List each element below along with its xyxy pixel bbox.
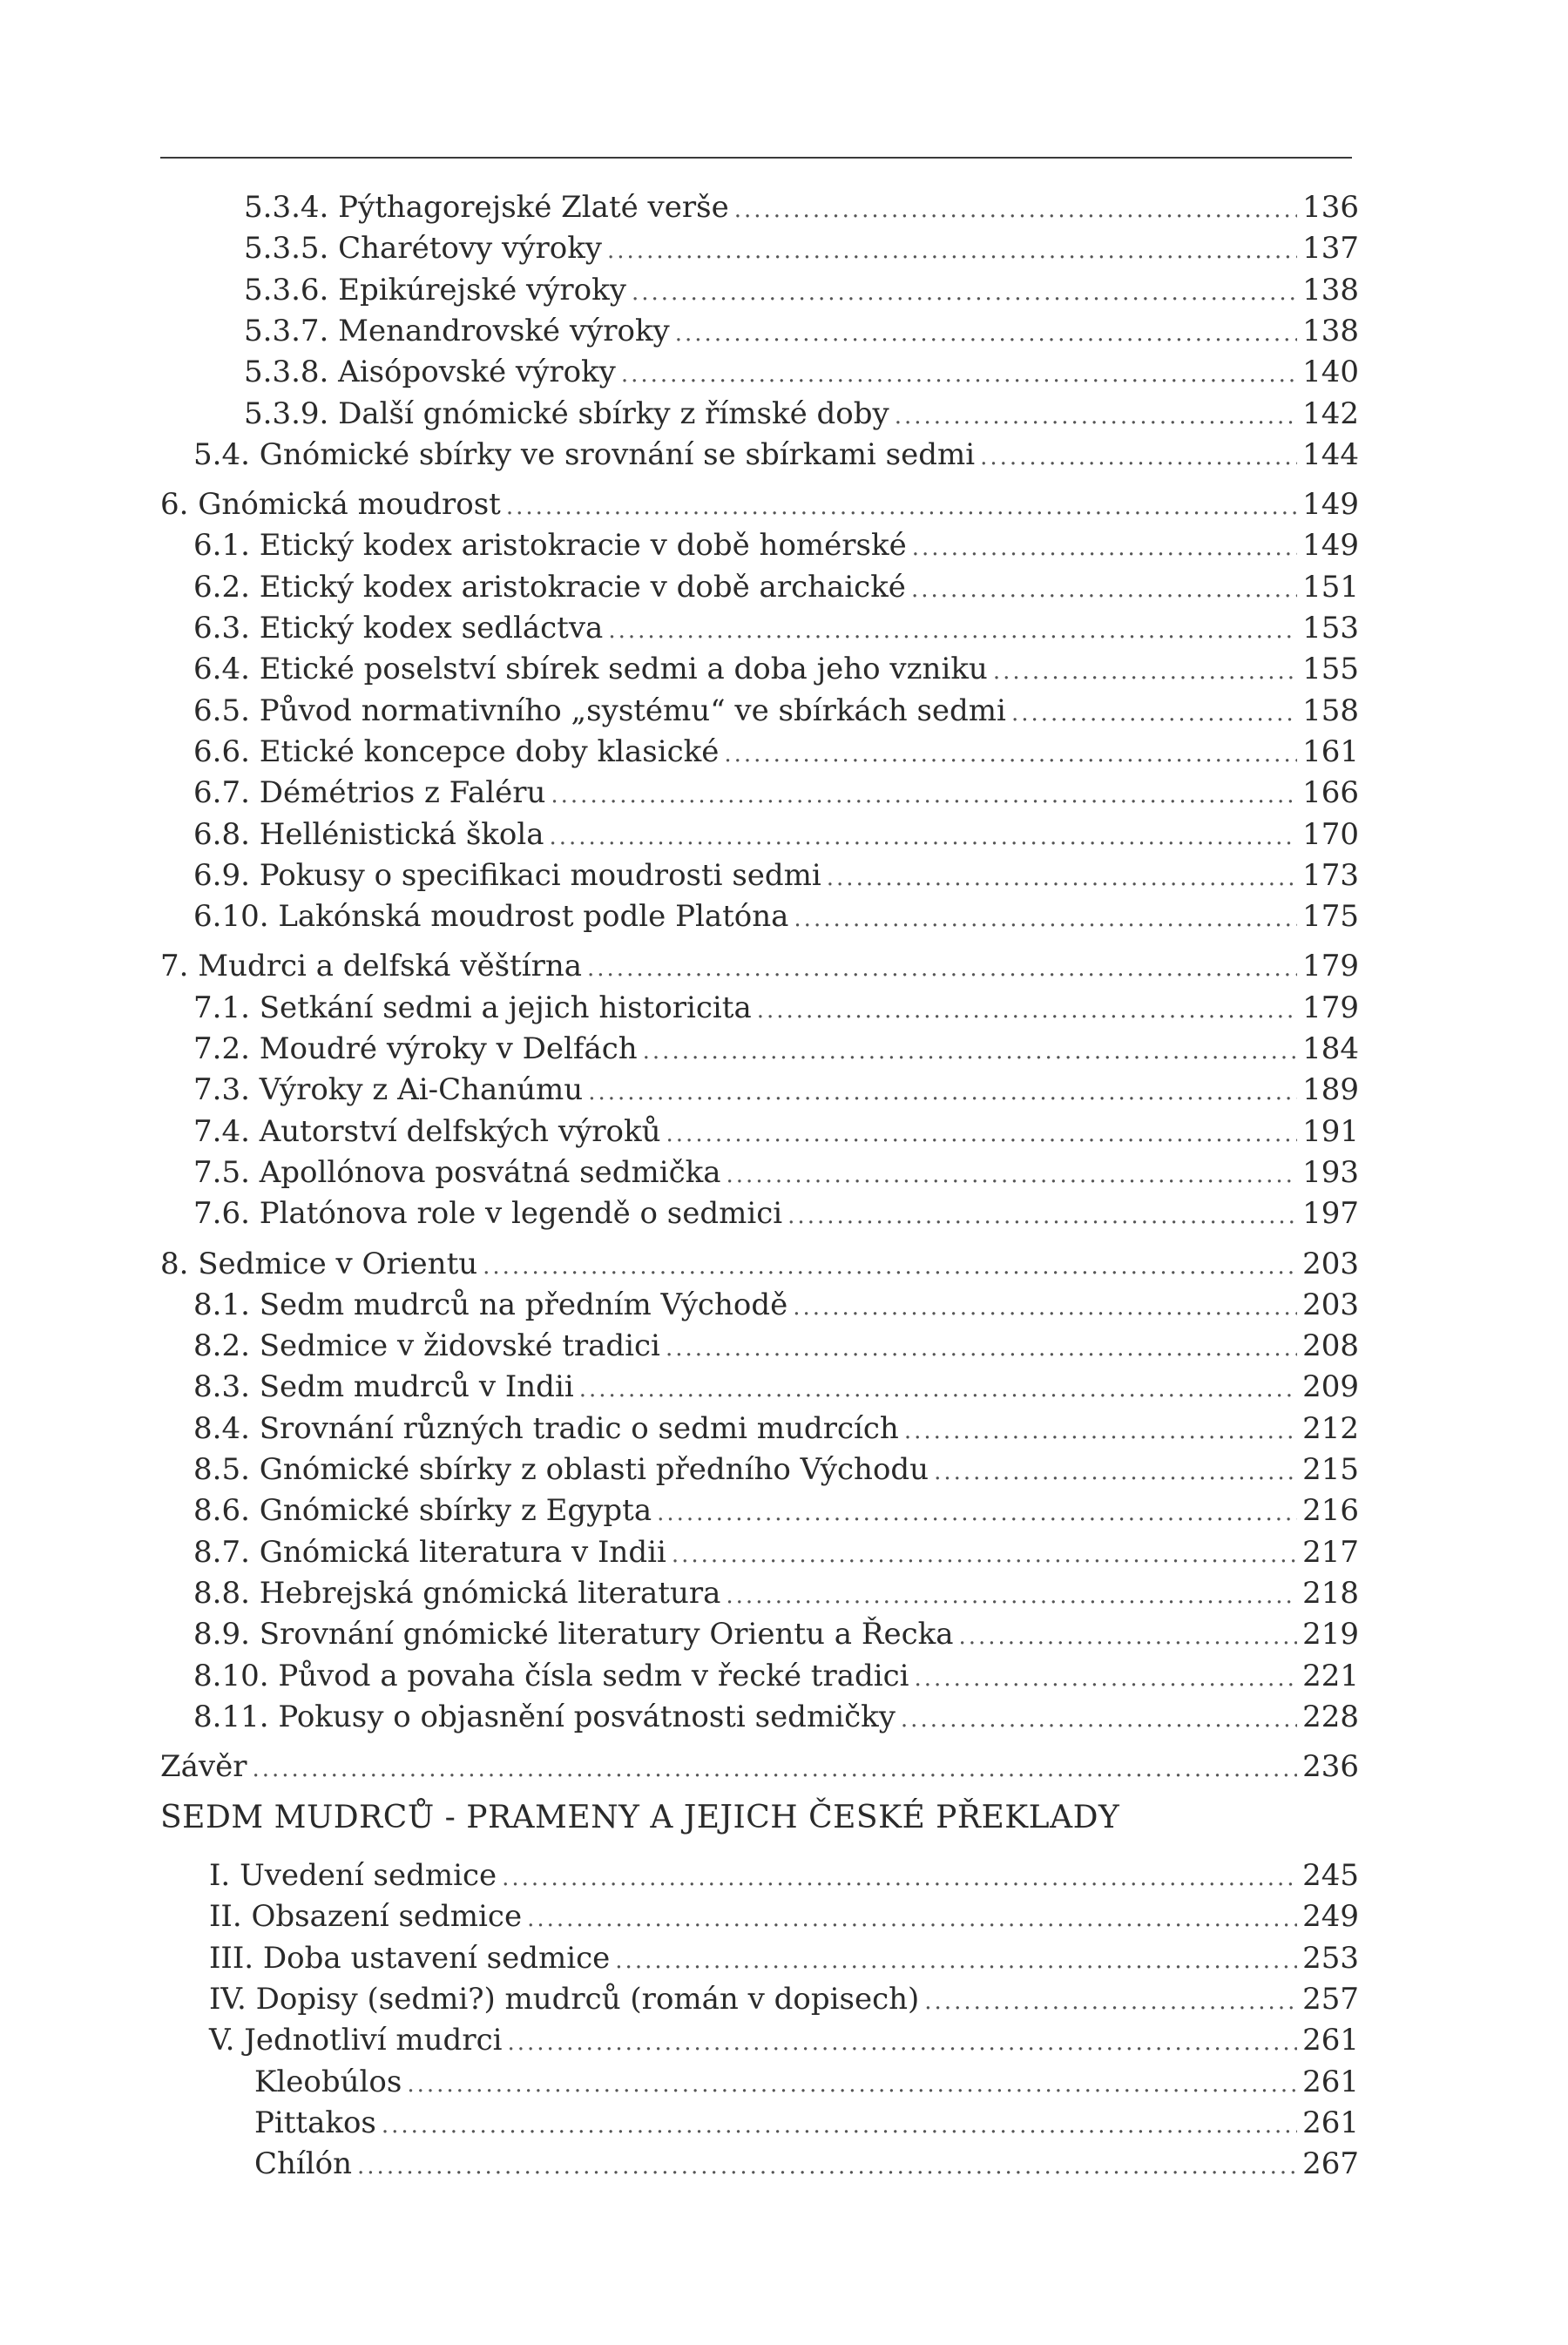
toc-entry <box>244 394 1359 434</box>
toc-entry <box>244 311 1359 351</box>
toc-entry-title: Gnómické sbírky z Egypta <box>259 1493 652 1529</box>
toc-entry <box>193 1193 1359 1233</box>
toc-entry <box>193 435 1359 475</box>
dot-leader <box>550 817 1298 857</box>
dot-leader <box>607 231 1297 271</box>
toc-entry-title: Platónova role v legendě o sedmici <box>259 1196 783 1232</box>
toc-entry-number: 8.6. <box>193 1493 250 1529</box>
toc-entry-title: Další gnómické sbírky z římské doby <box>338 395 889 431</box>
dot-leader <box>252 1749 1297 1789</box>
toc-entry-page-number: 166 <box>1302 775 1359 811</box>
toc-entry <box>193 814 1359 855</box>
toc-entry-page-number: 191 <box>1302 1113 1359 1149</box>
toc-entry-title: Gnómické sbírky z oblasti předního Východu <box>259 1452 929 1487</box>
toc-entry-page-number: 175 <box>1302 899 1359 935</box>
toc-entry-number: 8.8. <box>193 1575 250 1611</box>
toc-entry-title: Gnómické sbírky ve srovnání se sbírkami sedmi <box>259 436 976 472</box>
toc-entry-title: Obsazení sedmice <box>251 1899 523 1935</box>
dot-leader <box>657 1493 1297 1533</box>
dot-leader <box>506 487 1297 527</box>
toc-entry-number: 6.5. <box>193 693 250 728</box>
toc-entry-title: Sedmice v Orientu <box>198 1246 478 1281</box>
toc-entry-title: Gnómická literatura v Indii <box>259 1534 666 1570</box>
toc-entry <box>193 1367 1359 1407</box>
toc-entry-page-number: 179 <box>1302 949 1359 984</box>
dot-leader <box>827 858 1297 898</box>
toc-entry-title: Pýthagorejské Zlaté verše <box>338 190 729 225</box>
toc-entry-number: 7.5. <box>193 1154 250 1190</box>
toc-entry <box>254 2144 1359 2184</box>
toc-entry-title: Hellénistická škola <box>259 816 544 852</box>
toc-entry-page-number: 179 <box>1302 990 1359 1025</box>
toc-entry-title: Chílón <box>254 2146 353 2182</box>
toc-entry-title: Sedm mudrců v Indii <box>259 1369 574 1405</box>
toc-entry-number: V. <box>209 2023 235 2058</box>
toc-entry-number: 8.10. <box>193 1658 269 1693</box>
toc-entry-number: 6.9. <box>193 857 250 893</box>
toc-entry-page-number: 245 <box>1302 1858 1359 1893</box>
toc-entry-number: 6.7. <box>193 775 250 811</box>
toc-entry-page-number: 221 <box>1302 1658 1359 1693</box>
toc-entry-title: Gnómická moudrost <box>198 487 501 523</box>
toc-entry <box>209 2020 1359 2060</box>
toc-entry-title: Pokusy o objasnění posvátnosti sedmičky <box>278 1699 896 1734</box>
toc-entry-title: Srovnání různých tradic o sedmi mudrcích <box>259 1410 899 1446</box>
toc-entry-page-number: 257 <box>1302 1981 1359 2017</box>
dot-leader <box>615 1941 1297 1981</box>
toc-entry <box>193 773 1359 813</box>
toc-entry-number: 6.2. <box>193 569 250 605</box>
toc-entry-page-number: 261 <box>1302 2023 1359 2058</box>
toc-entry-number: 6.8. <box>193 816 250 852</box>
toc-entry <box>193 1532 1359 1572</box>
toc-entry-page-number: 249 <box>1302 1899 1359 1935</box>
toc-entry <box>209 1979 1359 2019</box>
toc-entry <box>193 1490 1359 1531</box>
dot-leader <box>632 273 1297 313</box>
dot-leader <box>608 611 1297 651</box>
toc-entry-number: 5.3.4. <box>244 190 329 225</box>
toc-entry-number: 8.9. <box>193 1617 250 1652</box>
toc-entry-title: Etické poselství sbírek sedmi a doba jeho vzniku <box>259 652 988 687</box>
dot-leader <box>527 1899 1297 1939</box>
toc-entry <box>193 567 1359 607</box>
toc-entry-number: 5.3.6. <box>244 272 329 307</box>
toc-entry-title: Moudré výroky v Delfách <box>259 1031 638 1066</box>
toc-entry <box>193 1614 1359 1654</box>
toc-entry <box>254 2062 1359 2102</box>
toc-entry-number: 6.4. <box>193 652 250 687</box>
toc-entry-number: 8.11. <box>193 1699 269 1734</box>
toc-entry-page-number: 189 <box>1302 1072 1359 1108</box>
dot-leader <box>915 1659 1298 1699</box>
toc-entry-title: Etické koncepce doby klasické <box>259 733 720 769</box>
dot-leader <box>587 949 1297 989</box>
toc-entry <box>193 1656 1359 1696</box>
toc-entry-number: 7.6. <box>193 1196 250 1232</box>
toc-entry-page-number: 155 <box>1302 652 1359 687</box>
toc-entry-number: I. <box>209 1858 231 1893</box>
dot-leader <box>794 899 1297 939</box>
dot-leader <box>904 1411 1297 1451</box>
toc-entry <box>160 1747 1359 1787</box>
toc-entry-title: Menandrovské výroky <box>338 313 670 348</box>
dot-leader <box>666 1114 1298 1154</box>
toc-entry-title: Epikúrejské výroky <box>338 272 626 307</box>
toc-entry <box>244 270 1359 310</box>
toc-entry-title: Pokusy o specifikaci moudrosti sedmi <box>259 857 821 893</box>
toc-entry-number: 6.3. <box>193 611 250 645</box>
toc-entry-title: Démétrios z Faléru <box>259 775 546 811</box>
toc-entry-page-number: 253 <box>1302 1940 1359 1976</box>
dot-leader <box>672 1535 1297 1575</box>
toc-entry-number: II. <box>209 1899 242 1935</box>
toc-entry-number: 5.3.9. <box>244 395 329 431</box>
toc-entry-number: 7.1. <box>193 990 250 1025</box>
toc-entry <box>193 1070 1359 1110</box>
dot-leader <box>502 1858 1297 1898</box>
toc-entry <box>193 1029 1359 1069</box>
toc-entry <box>193 988 1359 1028</box>
toc-entry-number: 7.4. <box>193 1113 250 1149</box>
toc-entry-number: 5.3.7. <box>244 313 329 348</box>
toc-entry-title: Sedmice v židovské tradici <box>259 1328 660 1364</box>
toc-entry-title: Kleobúlos <box>254 2064 402 2099</box>
toc-entry-number: 7.3. <box>193 1072 250 1108</box>
toc-entry <box>209 1855 1359 1896</box>
dot-leader <box>787 1196 1297 1236</box>
toc-entry <box>254 2103 1359 2143</box>
toc-entry-number: 7.2. <box>193 1031 250 1066</box>
toc-entry-title: Výroky z Ai-Chanúmu <box>259 1072 584 1108</box>
section-heading: SEDM MUDRCŮ - PRAMENY A JEJICH ČESKÉ PŘEKLADY <box>160 1800 1120 1835</box>
dot-leader <box>407 2065 1297 2105</box>
toc-entry-page-number: 142 <box>1302 395 1359 431</box>
dot-leader <box>901 1700 1297 1740</box>
toc-entry-page-number: 203 <box>1302 1287 1359 1322</box>
toc-entry-page-number: 203 <box>1302 1246 1359 1281</box>
toc-entry-number: 8.4. <box>193 1410 250 1446</box>
toc-entry-page-number: 219 <box>1302 1617 1359 1652</box>
toc-entry-number: 5.4. <box>193 436 250 472</box>
dot-leader <box>912 528 1297 568</box>
toc-entry-page-number: 267 <box>1302 2146 1359 2182</box>
toc-entry-page-number: 140 <box>1302 355 1359 390</box>
toc-entry <box>193 1697 1359 1737</box>
toc-entry-number: 8.7. <box>193 1534 250 1570</box>
toc-entry-title: Apollónova posvátná sedmička <box>259 1154 721 1190</box>
toc-entry <box>193 1409 1359 1449</box>
dot-leader <box>357 2146 1297 2186</box>
toc-entry-title: Pittakos <box>254 2105 376 2140</box>
toc-entry-title: Lakónská moudrost podle Platóna <box>278 899 789 935</box>
dot-leader <box>980 437 1297 477</box>
toc-entry <box>209 1938 1359 1978</box>
toc-entry-page-number: 136 <box>1302 190 1359 225</box>
dot-leader <box>675 314 1297 354</box>
toc-entry <box>193 732 1359 772</box>
toc-entry-page-number: 209 <box>1302 1369 1359 1405</box>
toc-entry-page-number: 228 <box>1302 1699 1359 1734</box>
toc-entry-page-number: 149 <box>1302 487 1359 523</box>
toc-entry-page-number: 184 <box>1302 1031 1359 1066</box>
toc-entry-page-number: 261 <box>1302 2064 1359 2099</box>
toc-entry-page-number: 158 <box>1302 693 1359 728</box>
dot-leader <box>895 396 1297 436</box>
toc-entry-number: 8.2. <box>193 1328 250 1364</box>
dot-leader <box>483 1247 1297 1287</box>
dot-leader <box>666 1328 1297 1368</box>
toc-entry <box>193 1326 1359 1366</box>
toc-entry-number: 6.6. <box>193 733 250 769</box>
toc-entry-title: Mudrci a delfská věštírna <box>198 949 583 984</box>
dot-leader <box>993 652 1297 692</box>
dot-leader <box>911 570 1297 610</box>
toc-entry-number: 8.5. <box>193 1452 250 1487</box>
dot-leader <box>757 990 1297 1031</box>
toc-entry-title: Dopisy (sedmi?) mudrců (román v dopisech) <box>255 1981 920 2017</box>
toc-entry-number: 7. <box>160 949 189 984</box>
toc-entry <box>193 855 1359 895</box>
toc-entry-title: Etický kodex aristokracie v době homérské <box>259 528 907 564</box>
dot-leader <box>579 1369 1297 1409</box>
toc-entry-title: Uvedení sedmice <box>240 1858 497 1893</box>
toc-entry-title: Autorství delfských výroků <box>259 1113 661 1149</box>
toc-entry <box>244 352 1359 392</box>
dot-leader <box>958 1617 1297 1657</box>
toc-entry-page-number: 216 <box>1302 1493 1359 1529</box>
toc-entry-number: III. <box>209 1940 254 1976</box>
toc-entry <box>193 1112 1359 1152</box>
toc-entry-page-number: 215 <box>1302 1452 1359 1487</box>
toc-entry-number: 8. <box>160 1246 189 1281</box>
toc-entry-page-number: 193 <box>1302 1154 1359 1190</box>
toc-entry-page-number: 218 <box>1302 1575 1359 1611</box>
toc-entry-number: 5.3.8. <box>244 355 329 390</box>
dot-leader <box>382 2105 1297 2146</box>
dot-leader <box>643 1031 1297 1071</box>
toc-entry <box>193 649 1359 689</box>
dot-leader <box>508 2023 1298 2063</box>
toc-entry-title: Etický kodex aristokracie v době archaické <box>259 569 906 605</box>
toc-entry-page-number: 138 <box>1302 272 1359 307</box>
toc-entry-page-number: 261 <box>1302 2105 1359 2140</box>
toc-entry-title: Charétovy výroky <box>338 231 603 267</box>
toc-entry-title: Sedm mudrců na předním Východě <box>259 1287 788 1322</box>
toc-entry-title: Původ normativního „systému“ ve sbírkách sedmi <box>259 693 1006 728</box>
toc-entry <box>209 1896 1359 1936</box>
toc-entry <box>244 228 1359 268</box>
toc-entry-number: 8.3. <box>193 1369 250 1405</box>
toc-entry-number: 6.1. <box>193 528 250 564</box>
toc-entry-page-number: 197 <box>1302 1196 1359 1232</box>
toc-entry-page-number: 208 <box>1302 1328 1359 1364</box>
toc-entry <box>160 1244 1359 1284</box>
toc-entry-title: Aisópovské výroky <box>338 355 616 390</box>
toc-entry-page-number: 170 <box>1302 816 1359 852</box>
dot-leader <box>924 1982 1297 2022</box>
toc-entry-page-number: 212 <box>1302 1410 1359 1446</box>
toc-entry <box>160 946 1359 986</box>
toc-entry <box>193 608 1359 648</box>
dot-leader <box>1011 693 1297 733</box>
toc-entry <box>193 525 1359 565</box>
toc-entry <box>193 1152 1359 1193</box>
toc-entry-number: 6. <box>160 487 189 523</box>
dot-leader <box>734 190 1297 230</box>
dot-leader <box>724 734 1297 774</box>
toc-entry <box>160 484 1359 524</box>
toc-entry-page-number: 144 <box>1302 436 1359 472</box>
header-rule <box>160 157 1352 159</box>
toc-entry <box>244 187 1359 227</box>
toc-entry-page-number: 138 <box>1302 313 1359 348</box>
toc-entry-page-number: 173 <box>1302 857 1359 893</box>
dot-leader <box>727 1155 1298 1195</box>
toc-entry-number: IV. <box>209 1981 247 2017</box>
toc-entry-page-number: 161 <box>1302 733 1359 769</box>
toc-entry-page-number: 151 <box>1302 569 1359 605</box>
toc-entry <box>193 1285 1359 1325</box>
toc-entry-title: Původ a povaha čísla sedm v řecké tradici <box>278 1658 909 1693</box>
toc-entry <box>193 896 1359 936</box>
toc-entry-title: Jednotliví mudrci <box>244 2023 503 2058</box>
dot-leader <box>621 355 1297 395</box>
dot-leader <box>726 1576 1297 1616</box>
toc-entry-page-number: 153 <box>1302 611 1359 645</box>
dot-leader <box>588 1072 1297 1112</box>
toc-entry <box>193 1573 1359 1613</box>
toc-entry-number: 5.3.5. <box>244 231 329 267</box>
toc-entry-page-number: 236 <box>1302 1749 1359 1785</box>
toc-entry <box>193 1450 1359 1490</box>
toc-entry-page-number: 149 <box>1302 528 1359 564</box>
toc-entry-page-number: 217 <box>1302 1534 1359 1570</box>
toc-entry <box>193 691 1359 731</box>
toc-entry-title: Závěr <box>160 1749 247 1785</box>
toc-entry-number: 8.1. <box>193 1287 250 1322</box>
dot-leader <box>793 1287 1297 1328</box>
toc-entry-title: Doba ustavení sedmice <box>262 1940 611 1976</box>
toc-entry-title: Setkání sedmi a jejich historicita <box>259 990 752 1025</box>
dot-leader <box>551 775 1297 815</box>
toc-entry-number: 6.10. <box>193 899 269 935</box>
toc-entry-title: Srovnání gnómické literatury Orientu a Řecka <box>259 1617 954 1652</box>
dot-leader <box>934 1452 1297 1492</box>
toc-entry-page-number: 137 <box>1302 231 1359 267</box>
toc-entry-title: Etický kodex sedláctva <box>259 611 604 645</box>
toc-entry-title: Hebrejská gnómická literatura <box>259 1575 721 1611</box>
